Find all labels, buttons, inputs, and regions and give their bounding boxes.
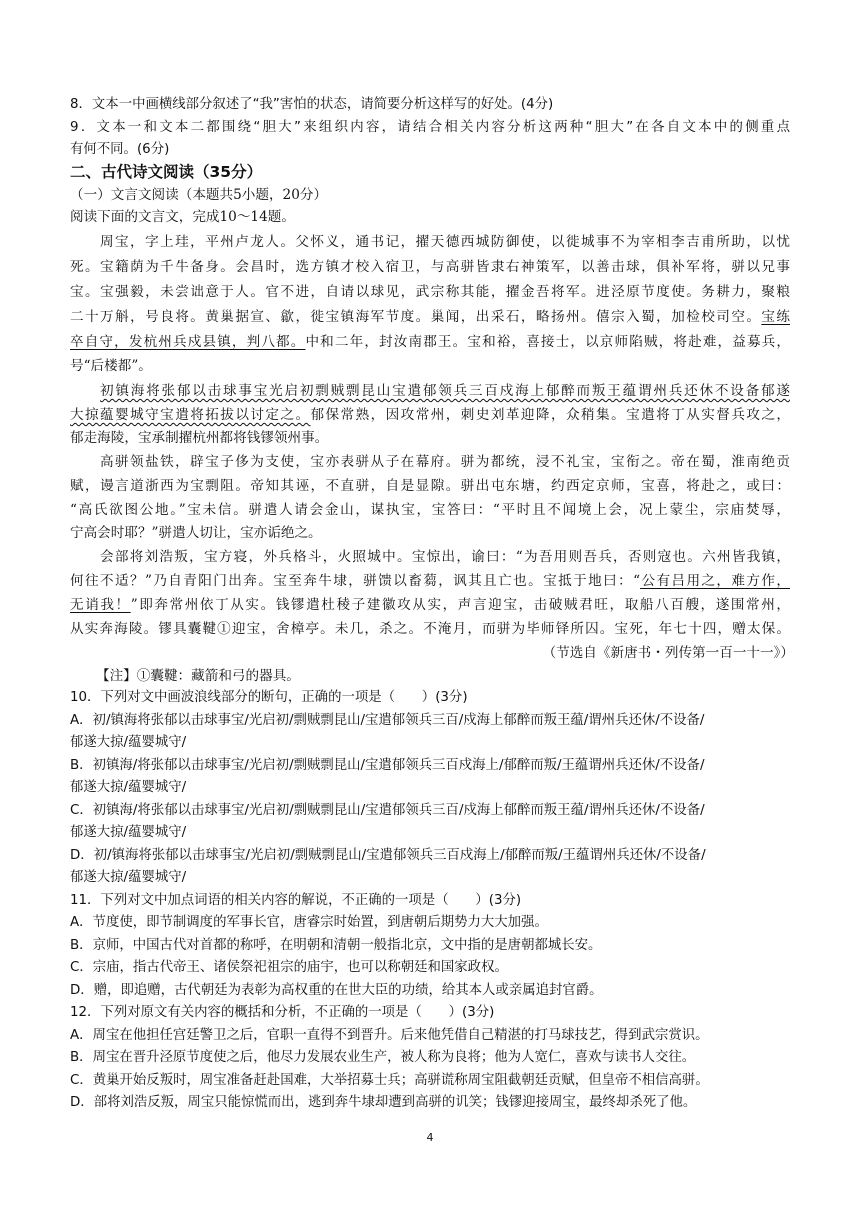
reading-instruction: 阅读下面的文言文，完成10～14题。 [70,209,295,225]
option-a: A．节度使，即节制调度的军事长官，唐睿宗时始置，到唐朝后期势力大大加强。 [70,915,548,930]
option-b-cont: 郁遂大掠/蕴婴城守/ [70,780,187,795]
passage-text: 郁保常熟，因攻常州，刺史刘革迎降，众稍集。宝遣将丁从实督兵攻之， [310,407,791,423]
passage-text: 中和二年，封汝南郡王。宝和裕，喜接士，以京师陷贼，将赴难，益募兵， [305,334,790,350]
passage-line: 高骈领盐铁，辟宝子侈为支使，宝亦表骈从子在幕府。骈为都统，浸不礼宝，宝衔之。帝在蜀，淮南绝贡 [100,454,790,470]
passage-line [70,307,790,327]
option-d: D．赠，即追赠，古代朝廷为表彰为高权重的在世大臣的功绩，给其本人或亲属追封官爵。 [70,983,603,998]
passage-line: 死。宝籍荫为千牛备身。会昌时，选方镇才校入宿卫，与高骈皆隶右神策军，以善击球，俱补军将，骈以兄事 [70,259,790,275]
page-number: 4 [426,1131,434,1144]
passage-line: 从实奔海陵。镠具囊鞬①迎宝，舍樟亭。未几，杀之。不淹月，而骈为毕师铎所囚。宝死，年七十四，赠太保。 [70,621,790,637]
annotation-note: 【注】①囊鞬：藏箭和弓的器具。 [96,668,300,684]
question-11-stem: 11．下列对文中加点词语的相关内容的解说，不正确的一项是（ ）(3分) [70,893,522,908]
option-b: B．初镇海/将张郁以击球事宝/光启初/剽贼剽昆山/宝遣郁领兵三百戍海上/郁醉而叛/王蕴谓州兵还休/不设备/ [70,758,705,773]
passage-line: “高氏欲图公地。”宝未信。骈遣人请会金山，谋执宝，宝答曰：“平时且不闻境上会，况上蒙尘，宗庙焚辱， [70,502,790,518]
part-title: （一）文言文阅读（本题共5小题，20分） [70,187,328,203]
option-a: A．周宝在他担任宫廷警卫之后，官职一直得不到晋升。后来他凭借自己精湛的打马球技艺，得到武宗赏识。 [70,1028,709,1043]
passage-text: 何往不适？”乃自青阳门出奔。宝至奔牛埭，骈馈以畜蒭，讽其且亡也。宝抵于地曰：“ [70,573,641,589]
option-d: D．部将刘浩反叛，周宝只能惊慌而出，逃到奔牛埭却遭到高骈的讥笑；钱镠迎接周宝，最终却杀死了他。 [70,1095,697,1110]
option-b: B．周宝在晋升泾原节度使之后，他尽力发展农业生产，被人称为良将；他为人宽仁，喜欢与读书人交往。 [70,1050,696,1065]
passage-line: 周宝，字上珪，平州卢龙人。父怀义，通书记，擢天德西城防御使，以徙城事不为宰相李吉甫所助，以忧 [100,234,790,250]
option-c: C．初镇海/将张郁以击球事宝/光启初/剽贼剽昆山/宝遣郁领兵三百/戍海上郁醉而叛王蕴/谓州兵还休/不设备/ [70,803,705,818]
passage-line: 宁高会时耶？”骈遣人切让，宝亦诟绝之。 [70,525,322,541]
option-d-cont: 郁遂大掠/蕴婴城守/ [70,870,187,885]
underlined-sentence: 无诮我！ [70,597,131,613]
passage-text: 二十万斛，号良将。黄巢据宣、歙，徙宝镇海军节度。巢闻，出采石，略扬州。僖宗入蜀，加检校司空。 [70,309,762,325]
question-10-stem: 10．下列对文中画波浪线部分的断句，正确的一项是（ ）(3分) [70,690,468,705]
option-c-cont: 郁遂大掠/蕴婴城守/ [70,825,187,840]
source-citation: （节选自《新唐书・列传第一百一十一》） [542,645,794,661]
question-9-line: 有何不同。(6分) [70,142,170,157]
option-c: C．黄巢开始反叛时，周宝准备赶赴国难，大举招募士兵；高骈谎称周宝阻截朝廷贡赋，但皇帝不相信高骈。 [70,1073,709,1088]
passage-line: 郁走海陵，宝承制擢杭州都将钱镠领州事。 [70,430,329,446]
passage-line: 宝。宝强毅，未尝诎意于人。官不进，自请以球见，武宗称其能，擢金吾将军。进泾原节度使。务耕力，聚粮 [70,284,790,300]
wavy-underlined-text: 大掠蕴婴城守宝遣将拓拔以讨定之。 [70,407,311,423]
wavy-underlined-line: 初镇海将张郁以击球事宝光启初剽贼剽昆山宝遣郁领兵三百戍海上郁醉而叛王蕴谓州兵还休不设备郁遂 [100,383,790,399]
passage-line [70,332,790,352]
option-a-cont: 郁遂大掠/蕴婴城守/ [70,735,187,750]
passage-line [70,571,790,591]
question-9-line: 9．文本一和文本二都围绕“胆大”来组织内容，请结合相关内容分析这两种“胆大”在各自文本中的侧重点 [70,120,790,135]
underlined-sentence: 卒自守，发杭州兵戍县镇，判八都。 [70,334,306,350]
passage-text: ”即奔常州依丁从实。钱镠遣杜稜子建徽攻从实，声言迎宝，击破贼君旺，取船八百艘，遂围常州， [130,597,790,613]
question-12-stem: 12．下列对原文有关内容的概括和分析，不正确的一项是（ ）(3分) [70,1005,495,1020]
option-b: B．京师，中国古代对首都的称呼，在明朝和清朝一般指北京，文中指的是唐朝都城长安。 [70,938,602,953]
passage-line: 号“后楼都”。 [70,358,152,374]
underlined-sentence: 宝练 [761,309,790,325]
passage-line: 会部将刘浩叛，宝方寝，外兵格斗，火照城中。宝惊出，谕曰：“为吾用则吾兵，否则寇也。六州皆我镇， [100,549,790,565]
underlined-sentence: 公有吕用之，难方作， [640,573,790,589]
question-8: 8．文本一中画横线部分叙述了“我”害怕的状态，请简要分析这样写的好处。(4分) [70,97,554,112]
passage-line [70,405,790,425]
passage-line: 赋，谩言道浙西为宝剽阻。帝知其诬，不直骈，自是显隙。骈出屯东塘，约西定京师，宝喜，将赴之，或曰： [70,478,790,494]
option-a: A．初/镇海将张郁以击球事宝/光启初/剽贼剽昆山/宝遣郁领兵三百/戍海上郁醉而叛王蕴/谓州兵还休/不设备/ [70,713,705,728]
passage-line [70,595,790,615]
section-title: 二、古代诗文阅读（35分） [70,163,263,181]
option-c: C．宗庙，指古代帝王、诸侯祭祀祖宗的庙宇，也可以称朝廷和国家政权。 [70,960,508,975]
option-d: D．初/镇海将张郁以击球事宝/光启初/剽贼剽昆山/宝遣郁领兵三百戍海上/郁醉而叛/王蕴谓州兵还休/不设备/ [70,848,706,863]
